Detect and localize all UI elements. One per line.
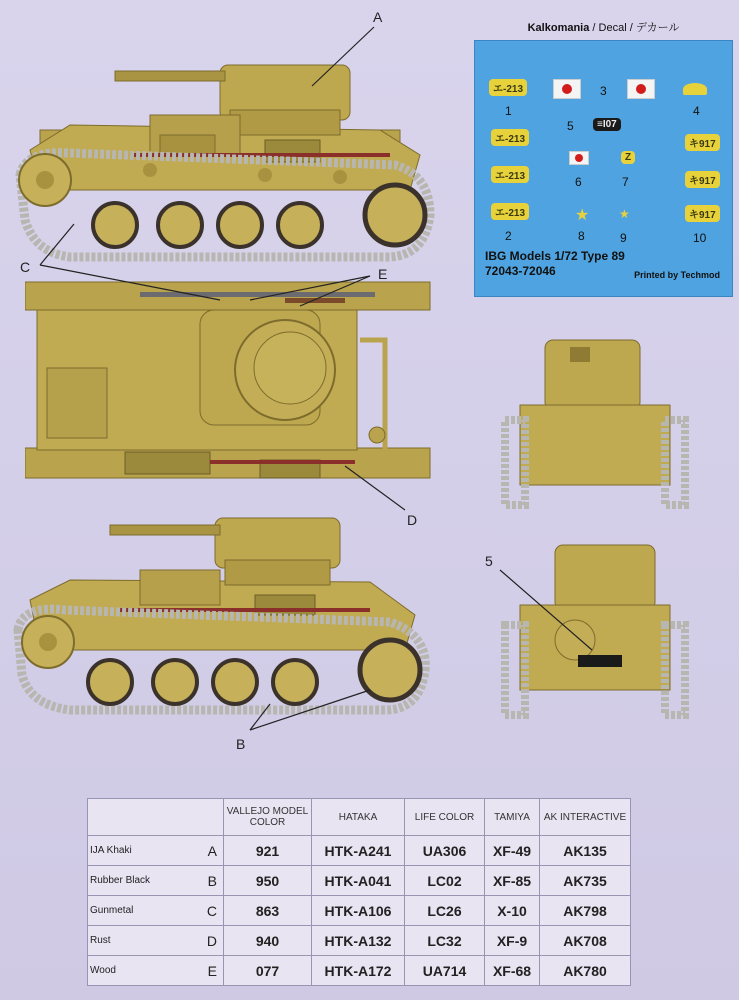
table-row [88,956,631,986]
decal-plate-5: ≡I07 [593,118,621,131]
decal-number-2: 2 [505,229,512,243]
decal-star-9: ★ [619,207,630,221]
cell-hataka: HTK-A241 [312,836,405,866]
table-header-lifecolor: LIFE COLOR [405,799,485,836]
row-color-name: IJA Khaki [88,836,195,866]
decal-flag-3b [627,79,655,99]
cell-ak: AK135 [540,836,631,866]
callout-label-e: E [378,266,388,282]
decal-number-4: 4 [693,104,700,118]
decal-tag-213-b: エ-213 [491,166,529,183]
decal-number-8: 8 [578,229,585,243]
cell-hataka: HTK-A132 [312,926,405,956]
tank-front-view [500,335,690,510]
cell-hataka: HTK-A172 [312,956,405,986]
decal-number-9: 9 [620,231,627,245]
decal-star-8: ★ [575,207,590,224]
cell-tamiya: XF-85 [485,866,540,896]
decal-tag-213-c: エ-213 [491,203,529,220]
decal-number-6: 6 [575,175,582,189]
tank-top-view [25,280,445,490]
decal-number-5: 5 [567,119,574,133]
cell-ak: AK708 [540,926,631,956]
cell-ak: AK780 [540,956,631,986]
table-header-blank [88,799,224,836]
callout-label-c: C [20,259,31,275]
decal-tag-213-a: エ-213 [491,129,529,146]
decal-tag-1: エ-213 [489,79,527,96]
cell-lifecolor: LC32 [405,926,485,956]
row-letter: B [194,866,224,896]
cell-lifecolor: UA306 [405,836,485,866]
tank-rear-view [500,540,690,720]
decal-number-7: 7 [622,175,629,189]
paint-color-table [87,798,631,986]
callout-label-5: 5 [485,553,493,569]
table-header-row [88,799,631,836]
cell-tamiya: XF-9 [485,926,540,956]
cell-ak: AK798 [540,896,631,926]
cell-vallejo: 863 [224,896,312,926]
callout-label-a: A [373,9,383,25]
decal-flag-3a [553,79,581,99]
cell-vallejo: 921 [224,836,312,866]
decal-number-3: 3 [600,84,607,98]
callout-label-b: B [236,736,246,752]
cell-ak: AK735 [540,866,631,896]
row-color-name: Gunmetal [88,896,195,926]
cell-vallejo: 950 [224,866,312,896]
decal-tag-917-c: キ917 [685,205,720,222]
table-header-ak: AK INTERACTIVE [540,799,631,836]
decal-footer-line1: IBG Models 1/72 Type 89 [485,249,625,263]
decal-number-10: 10 [693,231,707,245]
decal-footer-line2: 72043-72046 [485,264,556,278]
row-letter: E [194,956,224,986]
table-header-tamiya: TAMIYA [485,799,540,836]
table-row [88,896,631,926]
decal-title: Kalkomania / Decal / デカール [527,22,680,34]
decal-bird-emblem-4 [683,83,707,95]
tank-side-view-bottom [10,510,440,720]
table-header-vallejo: VALLEJO MODEL COLOR [224,799,312,836]
cell-hataka: HTK-A106 [312,896,405,926]
cell-vallejo: 940 [224,926,312,956]
decal-number-1: 1 [505,104,512,118]
table-row [88,926,631,956]
cell-lifecolor: LC02 [405,866,485,896]
cell-vallejo: 077 [224,956,312,986]
row-letter: D [194,926,224,956]
decal-z-7: Z [621,151,635,164]
cell-tamiya: XF-49 [485,836,540,866]
cell-hataka: HTK-A041 [312,866,405,896]
table-header-hataka: HATAKA [312,799,405,836]
cell-tamiya: XF-68 [485,956,540,986]
row-letter: C [194,896,224,926]
table-row [88,836,631,866]
row-letter: A [194,836,224,866]
row-color-name: Rubber Black [88,866,195,896]
decal-flag-6 [569,151,589,165]
decal-footer [485,249,625,279]
decal-sheet [474,22,733,297]
cell-lifecolor: LC26 [405,896,485,926]
decal-tag-917-b: キ917 [685,171,720,188]
tank-side-view-top [10,25,450,280]
decal-tag-917-a: キ917 [685,134,720,151]
row-color-name: Rust [88,926,195,956]
callout-label-d: D [407,512,418,528]
table-row [88,866,631,896]
cell-tamiya: X-10 [485,896,540,926]
row-color-name: Wood [88,956,195,986]
decal-printed-by: Printed by Techmod [634,270,720,280]
cell-lifecolor: UA714 [405,956,485,986]
